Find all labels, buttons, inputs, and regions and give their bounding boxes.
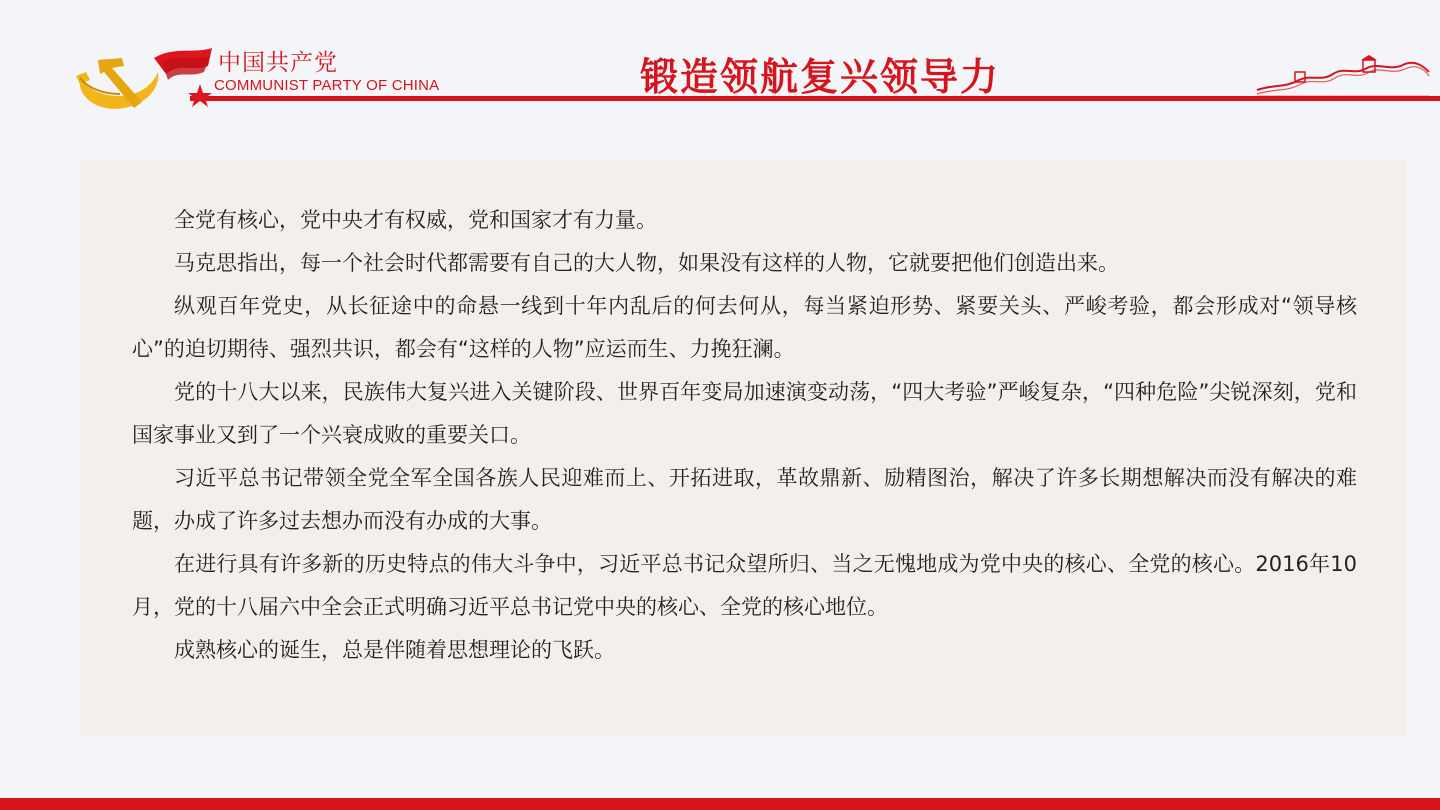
- paragraph-list: [132, 199, 1357, 672]
- paragraph: 习近平总书记带领全党全军全国各族人民迎难而上、开拓进取，革故鼎新、励精图治，解决了许多长期想解决而没有解决的难题，办成了许多过去想办而没有办成的大事。: [132, 466, 1357, 533]
- paragraph: 成熟核心的诞生，总是伴随着思想理论的飞跃。: [174, 638, 615, 662]
- great-wall-icon: [1255, 54, 1430, 96]
- footer-bar: [0, 798, 1440, 810]
- paragraph: 在进行具有许多新的历史特点的伟大斗争中，习近平总书记众望所归、当之无愧地成为党中央的核心、全党的核心。2016年10月，党的十八届六中全会正式明确习近平总书记党中央的核心、全党的核心地位。: [132, 552, 1357, 619]
- paragraph: 全党有核心，党中央才有权威，党和国家才有力量。: [174, 208, 657, 232]
- paragraph: 纵观百年党史，从长征途中的命悬一线到十年内乱后的何去何从，每当紧迫形势、紧要关头、严峻考验，都会形成对“领导核心”的迫切期待、强烈共识，都会有“这样的人物”应运而生、力挽狂澜。: [132, 294, 1357, 361]
- org-name-en: COMMUNIST PARTY OF CHINA: [214, 77, 440, 94]
- org-name-cn: 中国共产党: [218, 50, 338, 76]
- party-emblem-icon: [62, 40, 222, 120]
- page-title: 锻造领航复兴领导力: [639, 55, 1000, 99]
- paragraph: 马克思指出，每一个社会时代都需要有自己的大人物，如果没有这样的人物，它就要把他们创造出来。: [174, 251, 1119, 275]
- paragraph: 党的十八大以来，民族伟大复兴进入关键阶段、世界百年变局加速演变动荡，“四大考验”严峻复杂，“四种危险”尖锐深刻，党和国家事业又到了一个兴衰成败的重要关口。: [132, 380, 1357, 447]
